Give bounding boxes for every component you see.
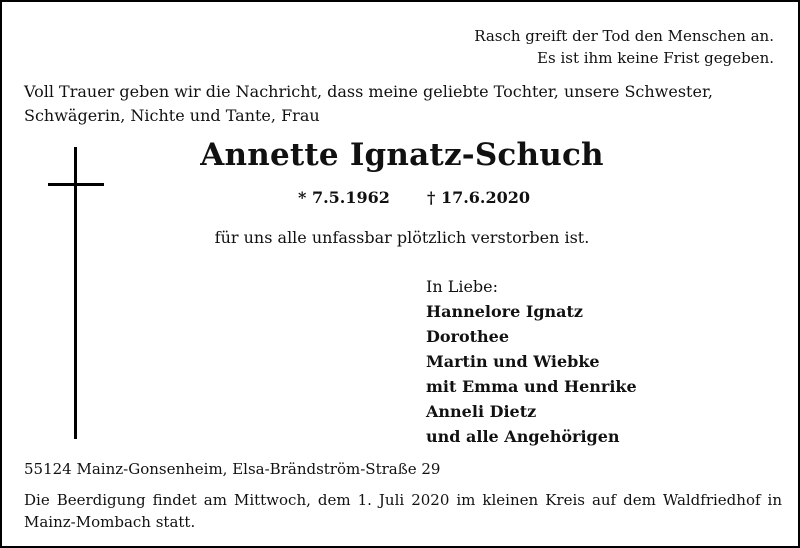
mourner-3: Martin und Wiebke — [426, 352, 600, 371]
deceased-name: Annette Ignatz-Schuch — [200, 137, 604, 173]
cross-horizontal-bar — [48, 183, 104, 186]
death-date: † 17.6.2020 — [427, 188, 531, 207]
mourner-5: Anneli Dietz — [426, 402, 537, 421]
funeral-info: Die Beerdigung findet am Mittwoch, dem 1. Juli 2020 im kleinen Kreis auf dem Waldfriedhof in Mainz-Mombach statt. — [24, 491, 782, 531]
mourner-4: mit Emma und Henrike — [426, 377, 637, 396]
mourner-2: Dorothee — [426, 327, 510, 346]
motto-line-2: Es ist ihm keine Frist gegeben. — [537, 49, 774, 67]
birth-date: * 7.5.1962 — [298, 188, 390, 207]
mourner-6: und alle Angehörigen — [426, 427, 620, 446]
motto-line-1: Rasch greift der Tod den Menschen an. — [474, 27, 774, 45]
address-line: 55124 Mainz-Gonsenheim, Elsa-Brändström-Straße 29 — [24, 460, 441, 478]
cross-vertical-bar — [74, 147, 77, 439]
intro-text: Voll Trauer geben wir die Nachricht, dass meine geliebte Tochter, unsere Schwester, Schwägerin, Nichte und Tante, Frau — [24, 82, 713, 125]
death-phrase: für uns alle unfassbar plötzlich verstorben ist. — [214, 228, 590, 247]
signoff-label: In Liebe: — [426, 277, 499, 296]
mourner-1: Hannelore Ignatz — [426, 302, 584, 321]
